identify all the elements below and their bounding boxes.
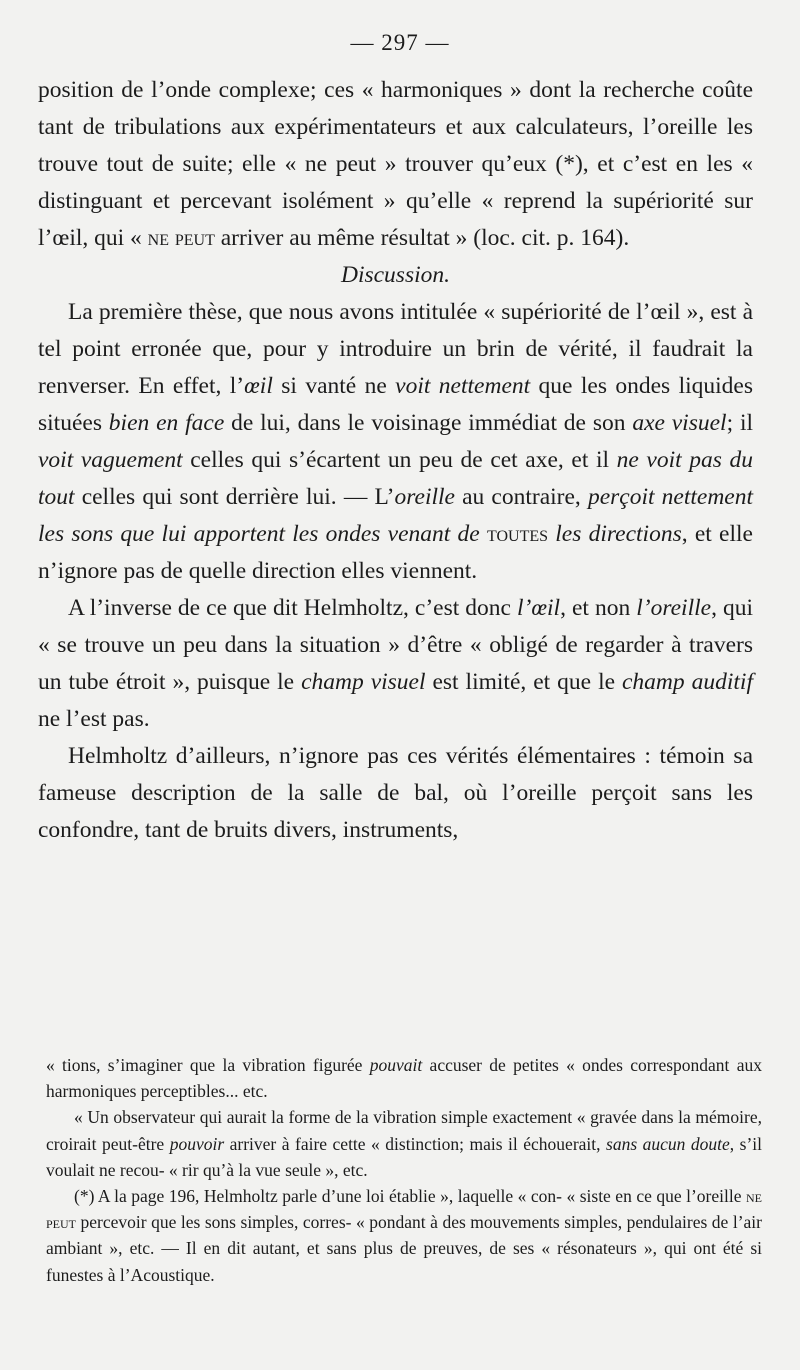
footnote-quote-1: « tions, s’imaginer que la vibration figurée pouvait accuser de petites « ondes correspondant aux harmoniques perceptibles... etc. xyxy=(46,1055,762,1102)
footnote-quote-2: « Un observateur qui aurait la forme de la vibration simple exactement « gravée dans la mémoire, croirait peut-être pouvoir arriver à faire cette « distinction; mais il échouerait, sans aucun doute, s’il voulait ne recou- « rir qu’à la vue seule », etc. xyxy=(46,1107,762,1180)
footnote-asterisk: (*) A la page 196, Helmholtz parle d’une loi établie », laquelle « con- « siste en ce que l’oreille ne peut percevoir que les sons simples, corres- « pondant à des mouvements simples, pendulaires de l’air ambiant », etc. — Il en dit autant, et sans plus de preuves, de ses « résonateurs », qui ont été si funestes à l’Acoustique. xyxy=(46,1186,762,1285)
page-number: — 297 — xyxy=(350,30,450,55)
section-heading: Discussion. xyxy=(340,262,451,288)
paragraph-1: position de l’onde complexe; ces « harmoniques » dont la recherche coûte tant de tribulations aux expérimentateurs et aux calculateurs, l’oreille les trouve tout de suite; elle « ne peut » trouver qu’eux (*), et c’est en les « distinguant et percevant isolément » qu’elle « reprend la supériorité sur l’œil, qui « ne peut arriver au même résultat » (loc. cit. p. 164). xyxy=(38,77,753,251)
paragraph-2: La première thèse, que nous avons intitulée « supériorité de l’œil », est à tel point erronée que, pour y introduire un brin de vérité, il faudrait la renverser. En effet, l’œil si vanté ne voit nettement que les ondes liquides situées bien en face de lui, dans le voisinage immédiat de son axe visuel; il voit vaguement celles qui s’écartent un peu de cet axe, et il ne voit pas du tout celles qui sont derrière lui. — L’oreille au contraire, perçoit nettement les sons que lui apportent les ondes venant de toutes les directions, et elle n’ignore pas de quelle direction elles viennent. xyxy=(38,299,754,584)
footnotes xyxy=(46,1052,762,1288)
paragraph-4: Helmholtz d’ailleurs, n’ignore pas ces vérités élémentaires : témoin sa fameuse description de la salle de bal, où l’oreille perçoit sans les confondre, tant de bruits divers, instruments, xyxy=(38,743,753,843)
paragraph-3: A l’inverse de ce que dit Helmholtz, c’est donc l’œil, et non l’oreille, qui « se trouve un peu dans la situation » d’être « obligé de regarder à travers un tube étroit », puisque le champ visuel est limité, et que le champ auditif ne l’est pas. xyxy=(38,595,753,732)
main-text xyxy=(38,72,753,849)
